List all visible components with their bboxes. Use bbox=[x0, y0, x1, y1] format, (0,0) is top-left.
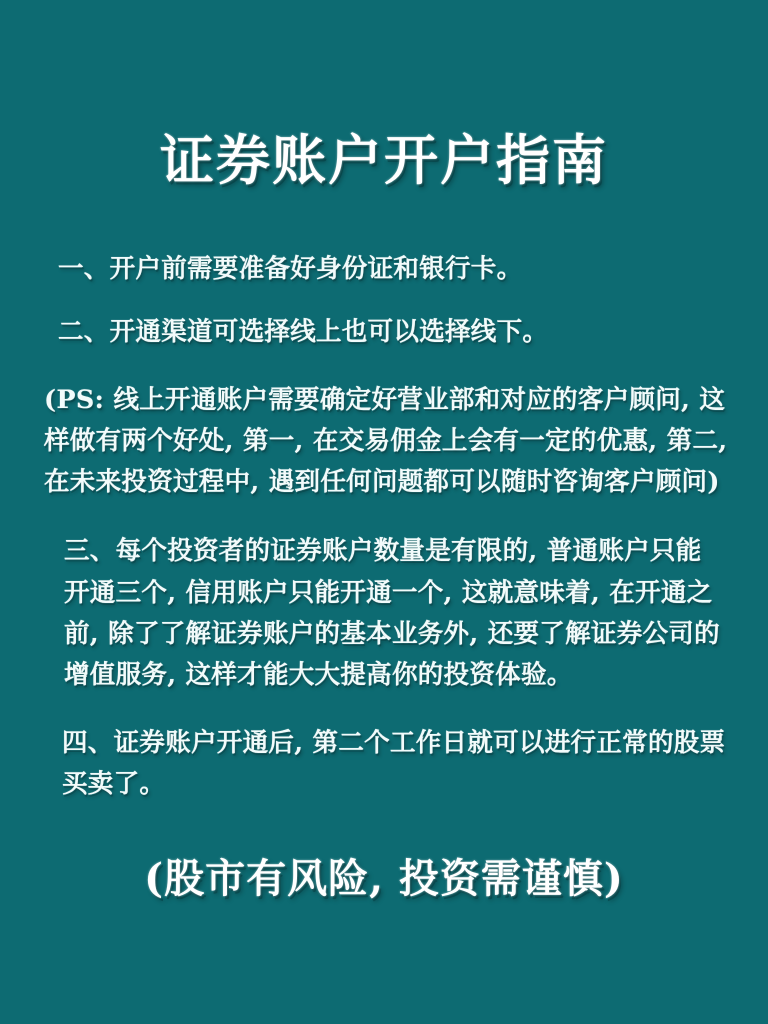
paragraph-item-2: 二、开通渠道可选择线上也可以选择线下。 bbox=[58, 317, 549, 348]
poster-body bbox=[40, 249, 728, 831]
paragraph-item-3: 三、每个投资者的证券账户数量是有限的, 普通账户只能开通三个, 信用账户只能开通一个, 这就意味着, 在开通之前, 除了了解证券账户的基本业务外, 还要了解证券公司的增值服务, 这样才能大大提高你的投资体验。 bbox=[64, 536, 720, 691]
risk-disclaimer: (股市有风险, 投资需谨慎) bbox=[144, 855, 624, 903]
paragraph-ps-note: (PS: 线上开通账户需要确定好营业部和对应的客户顾问, 这样做有两个好处, 第一, 在交易佣金上会有一定的优惠, 第二, 在未来投资过程中, 遇到任何问题都可以随时咨询客户顾问) bbox=[44, 384, 728, 498]
paragraph-item-4: 四、证券账户开通后, 第二个工作日就可以进行正常的股票买卖了。 bbox=[62, 727, 726, 799]
paragraph-item-1: 一、开户前需要准备好身份证和银行卡。 bbox=[58, 254, 523, 284]
page-title: 证券账户开户指南 bbox=[160, 128, 608, 192]
